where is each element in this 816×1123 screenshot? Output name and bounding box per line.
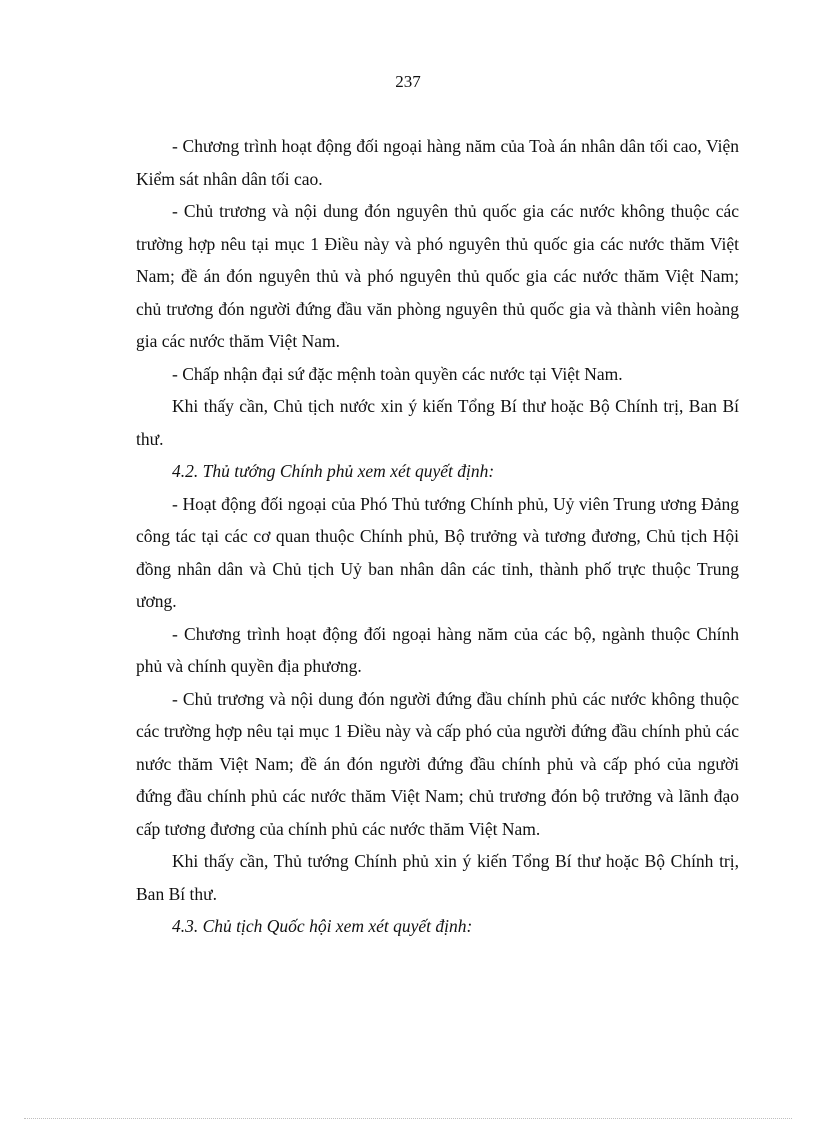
paragraph-head-of-state-visits: - Chủ trương và nội dung đón nguyên thủ quốc gia các nước không thuộc các trường hợp nêu tại mục 1 Điều này và phó nguyên thủ quốc gia các nước thăm Việt Nam; đề án đón nguyên thủ và phó nguyên thủ quốc gia các nước thăm Việt Nam; chủ trương đón người đứng đầu văn phòng nguyên thủ quốc gia và thành viên hoàng gia các nước thăm Việt Nam. xyxy=(136,201,739,351)
paragraph-ambassador-acceptance: - Chấp nhận đại sứ đặc mệnh toàn quyền các nước tại Việt Nam. xyxy=(172,363,623,384)
paragraph-pm-consultation: Khi thấy cần, Thủ tướng Chính phủ xin ý kiến Tổng Bí thư hoặc Bộ Chính trị, Ban Bí thư. xyxy=(136,851,739,904)
paragraph-head-of-government-visits: - Chủ trương và nội dung đón người đứng đầu chính phủ các nước không thuộc các trường hợp nêu tại mục 1 Điều này và cấp phó của người đứng đầu chính phủ các nước thăm Việt Nam; đề án đón người đứng đầu chính phủ và cấp phó của người đứng đầu chính phủ các nước thăm Việt Nam; chủ trương đón bộ trưởng và lãnh đạo cấp tương đương của chính phủ các nước thăm Việt Nam. xyxy=(136,688,739,839)
page-bottom-divider xyxy=(24,1118,792,1119)
paragraph-deputy-pm-activities: - Hoạt động đối ngoại của Phó Thủ tướng Chính phủ, Uỷ viên Trung ương Đảng công tác tại các cơ quan thuộc Chính phủ, Bộ trưởng và tương đương, Chủ tịch Hội đồng nhân dân và Chủ tịch Uỷ ban nhân dân các tỉnh, thành phố trực thuộc Trung ương. xyxy=(136,493,739,611)
paragraph-president-consultation: Khi thấy cần, Chủ tịch nước xin ý kiến Tổng Bí thư hoặc Bộ Chính trị, Ban Bí thư. xyxy=(136,396,739,449)
paragraph-supreme-court-program: - Chương trình hoạt động đối ngoại hàng năm của Toà án nhân dân tối cao, Viện Kiểm sát nhân dân tối cao. xyxy=(136,136,739,189)
document-body xyxy=(136,130,739,943)
section-heading-4-3: 4.3. Chủ tịch Quốc hội xem xét quyết định: xyxy=(172,916,473,936)
paragraph-ministries-program: - Chương trình hoạt động đối ngoại hàng năm của các bộ, ngành thuộc Chính phủ và chính quyền địa phương. xyxy=(136,623,739,676)
page-number: 237 xyxy=(395,72,421,91)
section-heading-4-2: 4.2. Thủ tướng Chính phủ xem xét quyết định: xyxy=(172,461,495,481)
